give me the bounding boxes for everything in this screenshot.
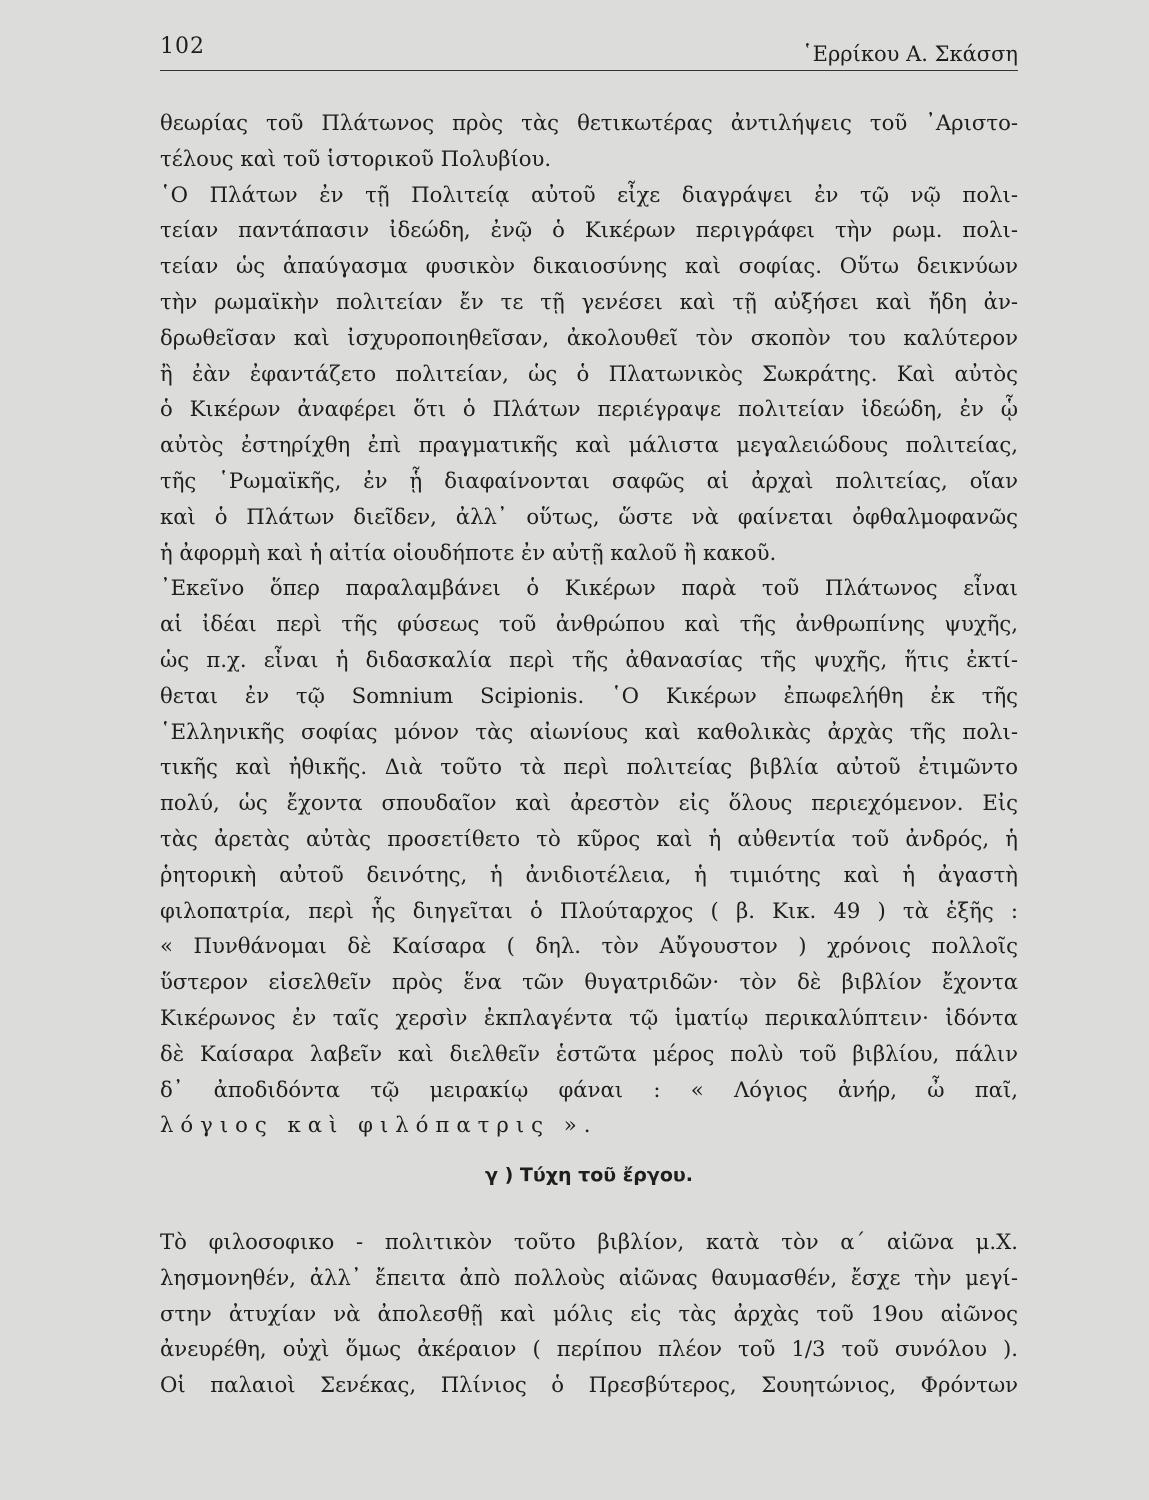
- section-text: [160, 1224, 1018, 1403]
- text-line: τὰς ἀρετὰς αὐτὰς προσετίθετο τὸ κῦρος καὶ ἡ αὐθεντία τοῦ ἀνδρός, ἡ: [160, 825, 1018, 851]
- text-line: φιλοπατρία, περὶ ἧς διηγεῖται ὁ Πλούταρχος ( β. Κικ. 49 ) τὰ ἑξῆς :: [160, 897, 1018, 923]
- text-line: ῾Ελληνικῆς σοφίας μόνον τὰς αἰωνίους καὶ καθολικὰς ἀρχὰς τῆς πολι-: [160, 718, 1018, 744]
- text-line: καὶ ὁ Πλάτων διεῖδεν, ἀλλ᾿ οὕτως, ὥστε νὰ φαίνεται ὀφθαλμοφανῶς: [160, 503, 1018, 529]
- text-line: τικῆς καὶ ἠθικῆς. Διὰ τοῦτο τὰ περὶ πολιτείας βιβλία αὐτοῦ ἐτιμῶντο: [160, 754, 1018, 780]
- text-line: θεωρίας τοῦ Πλάτωνος πρὸς τὰς θετικωτέρας ἀντιλήψεις τοῦ ᾿Αριστο-: [160, 110, 1018, 135]
- text-line: θεται ἐν τῷ Somnium Scipionis. ῾Ο Κικέρων ἐπωφελήθη ἐκ τῆς: [160, 682, 1018, 708]
- text-line: τείαν ὡς ἀπαύγασμα φυσικὸν δικαιοσύνης καὶ σοφίας. Οὕτω δεικνύων: [160, 253, 1018, 279]
- main-text: [160, 105, 1018, 1143]
- section-heading: γ ) Τύχη τοῦ ἔργου.: [485, 1164, 693, 1186]
- text-line: ῾Ο Πλάτων ἐν τῇ Πολιτείᾳ αὐτοῦ εἶχε διαγράψει ἐν τῷ νῷ πολι-: [160, 181, 1018, 207]
- text-line: τέλους καὶ τοῦ ἱστορικοῦ Πολυβίου.: [160, 145, 552, 171]
- text-line: τὴν ρωμαϊκὴν πολιτείαν ἔν τε τῇ γενέσει καὶ τῇ αὐξήσει καὶ ἤδη ἀν-: [160, 288, 1018, 314]
- text-line: « Πυνθάνομαι δὲ Καίσαρα ( δηλ. τὸν Αὔγουστον ) χρόνοις πολλοῖς: [160, 933, 1018, 959]
- header-rule: [160, 70, 1018, 71]
- text-line: αἱ ἰδέαι περὶ τῆς φύσεως τοῦ ἀνθρώπου καὶ τῆς ἀνθρωπίνης ψυχῆς,: [160, 611, 1018, 637]
- text-line: τείαν παντάπασιν ἰδεώδη, ἐνῷ ὁ Κικέρων περιγράφει τὴν ρωμ. πολι-: [160, 217, 1018, 243]
- text-line: λόγιος καὶ φιλόπατρις ».: [160, 1112, 598, 1138]
- text-line: δὲ Καίσαρα λαβεῖν καὶ διελθεῖν ἑστῶτα μέρος πολὺ τοῦ βιβλίου, πάλιν: [160, 1040, 1018, 1066]
- page-number: 102: [160, 34, 205, 59]
- text-line: στην ἀτυχίαν νὰ ἀπολεσθῇ καὶ μόλις εἰς τὰς ἀρχὰς τοῦ 19ου αἰῶνος: [160, 1300, 1018, 1326]
- page-header: [160, 28, 1018, 68]
- text-line: Κικέρωνος ἐν ταῖς χερσὶν ἐκπλαγέντα τῷ ἱματίῳ περικαλύπτειν· ἰδόντα: [160, 1004, 1018, 1030]
- text-line: Οἱ παλαιοὶ Σενέκας, Πλίνιος ὁ Πρεσβύτερος, Σουητώνιος, Φρόντων: [160, 1372, 1018, 1398]
- running-title: ῾Ερρίκου Α. Σκάσση: [802, 42, 1018, 66]
- text-line: αὐτὸς ἐστηρίχθη ἐπὶ πραγματικῆς καὶ μάλιστα μεγαλειώδους πολιτείας,: [160, 432, 1018, 458]
- text-line: ῥητορικὴ αὐτοῦ δεινότης, ἡ ἀνιδιοτέλεια, ἡ τιμιότης καὶ ἡ ἀγαστὴ: [160, 861, 1018, 887]
- text-line: ὕστερον εἰσελθεῖν πρὸς ἕνα τῶν θυγατριδῶν· τὸν δὲ βιβλίον ἔχοντα: [160, 969, 1018, 995]
- text-line: Τὸ φιλοσοφικο - πολιτικὸν τοῦτο βιβλίον, κατὰ τὸν α´ αἰῶνα μ.Χ.: [160, 1229, 1018, 1254]
- text-line: ἡ ἀφορμὴ καὶ ἡ αἰτία οἱουδήποτε ἐν αὐτῇ καλοῦ ἢ κακοῦ.: [160, 539, 777, 565]
- text-line: τῆς ῾Ρωμαϊκῆς, ἐν ᾗ διαφαίνονται σαφῶς αἱ ἀρχαὶ πολιτείας, οἵαν: [160, 467, 1018, 493]
- text-line: ὁ Κικέρων ἀναφέρει ὅτι ὁ Πλάτων περιέγραψε πολιτείαν ἰδεώδη, ἐν ᾧ: [160, 396, 1018, 422]
- text-line: δ᾿ ἀποδιδόντα τῷ μειρακίῳ φάναι : « Λόγιος ἀνήρ, ὦ παῖ,: [160, 1076, 1018, 1102]
- text-line: ἀνευρέθη, οὐχὶ ὅμως ἀκέραιον ( περίπου πλέον τοῦ 1/3 τοῦ συνόλου ).: [160, 1336, 1018, 1362]
- text-line: λησμονηθέν, ἀλλ᾿ ἔπειτα ἀπὸ πολλοὺς αἰῶνας θαυμασθέν, ἔσχε τὴν μεγί-: [160, 1264, 1018, 1290]
- text-line: ᾿Εκεῖνο ὅπερ παραλαμβάνει ὁ Κικέρων παρὰ τοῦ Πλάτωνος εἶναι: [160, 575, 1018, 601]
- text-line: δρωθεῖσαν καὶ ἰσχυροποιηθεῖσαν, ἀκολουθεῖ τὸν σκοπὸν του καλύτερον: [160, 324, 1018, 350]
- text-line: πολύ, ὡς ἔχοντα σπουδαῖον καὶ ἀρεστὸν εἰς ὅλους περιεχόμενον. Εἰς: [160, 790, 1018, 816]
- text-line: ὡς π.χ. εἶναι ἡ διδασκαλία περὶ τῆς ἀθανασίας τῆς ψυχῆς, ἥτις ἐκτί-: [160, 646, 1018, 672]
- text-line: ἢ ἐὰν ἐφαντάζετο πολιτείαν, ὡς ὁ Πλατωνικὸς Σωκράτης. Καὶ αὐτὸς: [160, 360, 1018, 386]
